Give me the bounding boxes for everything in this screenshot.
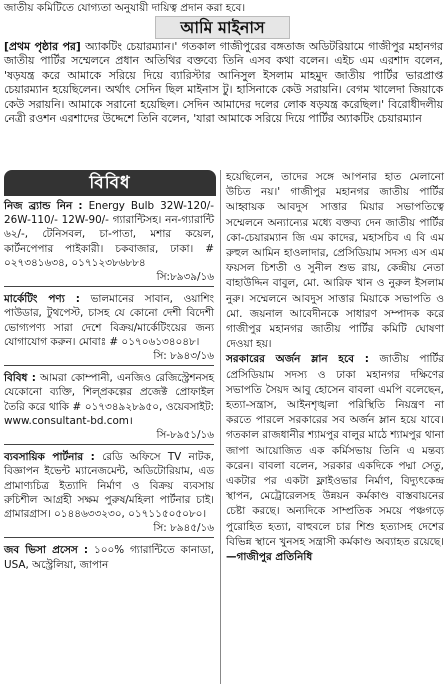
- ad-title: ব্যবসায়িক পার্টনার :: [4, 451, 95, 464]
- subsection-text: জাতীয় পার্টির প্রেসিডিয়াম সদস্য ও ঢাকা মহানগর দক্ষিণের সভাপতি সৈয়দ আবু হোসেন বাবলা এমপি বলেছেন, হত্যা-সন্ত্রাস, আইনশৃঙ্খলা পরিস্থিতি নিয়ন্ত্রণ না করতে পারলে সরকারের সব অর্জন ম্লান হয়ে যাবে। গতকাল রাজধানীর শ্যামপুর বালুর মাঠে শ্যামপুর থানা জাপা আয়োজিত এক কর্মিসভায় তিনি এ মন্তব্য করেন। বাবলা বলেন, সরকার একদিকে পদ্মা সেতু, একটার পর একটা ফ্লাইওভার নির্মাণ, বিদ্যুৎকেন্দ্র স্থাপন, মেট্রোরেলসহ উন্নয়ন কর্মকাণ্ড বাস্তবায়নের চেষ্টা করছে। অন্যদিকে সাম্প্রতিক সময়ে পঞ্চগড়ে পুরোহিত হত্যা, বাহুবলে চার শিশু হত্যাসহ দেশের বিভিন্ন স্থানে খুনসহ সন্ত্রাসী কর্মকাণ্ড অব্যাহত রয়েছে।: [226, 353, 445, 548]
- ad-body: ১০০% গ্যারান্টিতে কানাডা, USA, অস্ট্রেলিয়া, জাপান: [4, 544, 214, 571]
- article-paragraph: [226, 352, 444, 565]
- byline: —গাজীপুর প্রতিনিধি: [226, 551, 313, 564]
- ad-body: রেডি অফিসে TV নাটক, বিজ্ঞাপন ইভেন্ট ম্যানেজমেন্ট, অডিটোরিয়াম, এড প্রামাণ্যচিত্র ইত্যাদি নির্মাণ ও বিক্রয় ব্যবসায় রুচিশীল আগ্রহী সক্ষম পুরুষ/মহিলা পার্টনার চাই। গ্রামারগ্রাস। ০১৪৪৬৩৩২৩০, ০১৭১১৫০৫০৮০।: [4, 451, 214, 521]
- classified-list: [0, 199, 220, 572]
- classified-ad: [4, 199, 214, 287]
- article-subheading: সরকারের অর্জন ম্লান হবে :: [226, 353, 369, 366]
- classified-column: [0, 170, 220, 684]
- ad-title: বিবিধ :: [4, 372, 36, 385]
- previous-article-tail: জাতীয় কমিটিতে যোগ্যতা অনুযায়ী দায়িত্ব প্রদান করা হবে।: [4, 2, 246, 14]
- ad-title: নিজ ব্র্যান্ড নিন :: [4, 200, 83, 212]
- ad-reference: সি: ৮৯৪৫/১৬: [153, 522, 214, 535]
- article-paragraph: হয়েছিলেন, তাদের সঙ্গে আপনার হাত মেলানো উচিত নয়।' গাজীপুর মহানগর জাতীয় পার্টির আহ্বায়ক আবদুস সাত্তার মিয়ার সভাপতিত্বে সম্মেলনে অন্যান্যের মধ্যে বক্তব্য দেন জাতীয় পার্টির কো-চেয়ারম্যান জি এম কাদের, মহাসচিব এ বি এম রুহুল আমিন হাওলাদার, প্রেসিডিয়াম সদস্য এস এম ফয়সল চিশতী ও সুনীল শুভ রায়, কেন্দ্রীয় নেতা বাহাউদ্দিন বাবুল, মো. আরিফ খান ও নুরুল ইসলাম নুরু। সম্মেলনে আবদুস সাত্তার মিয়াকে সভাপতি ও মো. জয়নাল আবেদীনকে সাধারণ সম্পাদক করে গাজীপুর মহানগর জাতীয় পার্টির কমিটি ঘোষণা দেওয়া হয়।: [226, 171, 444, 351]
- ad-title: মার্কেটিং পণ্য :: [4, 293, 80, 306]
- classified-ad: [4, 543, 214, 571]
- ad-reference: সি-৮৯৫১/১৬: [156, 429, 214, 442]
- ad-divider: [4, 444, 214, 445]
- ad-reference: সি: ৮৯৪৩/১৬: [153, 350, 214, 363]
- ad-body: আমরা কোম্পানী, এনজিও রেজিস্ট্রেশনসহ যেকোনো ব্যক্তি, শিল্প্রকল্পের প্রজেক্ট প্রোফাইল তৈরি করে থাকি # ০১৭৩৪৯২৮৯৫০, ওয়েবসাইট: www.consultant-bd.com।: [4, 372, 215, 427]
- classified-section-header: বিবিধ: [4, 170, 216, 196]
- ad-divider: [4, 286, 214, 287]
- article-continuation-column: [220, 170, 447, 684]
- classified-ad: [4, 292, 214, 366]
- article-lead: [0, 40, 447, 170]
- ad-divider: [4, 537, 214, 538]
- classified-ad: [4, 371, 214, 445]
- ad-title: জব ভিসা প্রসেস :: [4, 544, 89, 557]
- ad-body: Energy Bulb 32W-120/- 26W-110/- 12W-90/- গ্যারান্টিসহ। নন-গ্যারান্টি ৬২/-, টেনিসবল, চা-পাতা, মশার কয়েল, কার্টনপেপার পাইকারী। চকবাজার, ঢাকা। # ০২৭৩৪১৬৩৪, ০১৭১২৩৮৬৮৮৪: [4, 200, 214, 269]
- classified-ad: [4, 450, 214, 538]
- continuation-marker: [প্রথম পৃষ্ঠার পর]: [4, 40, 81, 53]
- ad-divider: [4, 365, 214, 366]
- ad-reference: সি:৮৯৩৯/১৬: [156, 271, 214, 284]
- lead-text: অ্যাকটিং চেয়ারম্যান।' গতকাল গাজীপুরের বঙ্গতাজ অডিটরিয়ামে গাজীপুর মহানগর জাতীয় পার্টির সম্মেলনে প্রধান অতিথির বক্তব্যে তিনি এসব কথা বলেন। এইচ এম এরশাদ বলেন, 'ষড়যন্ত্র করে আমাকে সরিয়ে দিয়ে ব্যারিস্টার আনিসুল ইসলাম মাহমুদ জাতীয় পার্টির ভারপ্রাপ্ত চেয়ারম্যান হয়েছিলেন। অর্থাৎ সেদিন ছিল মাইনাস টু। হাসিনাকে কেউ সরায়নি। বেগম খালেদা জিয়াকে কেউ সরায়নি। আমাকে সরানো হয়েছিল। সেদিন আমাদের দলের লোক ষড়যন্ত্র করেছিল।' বিরোধীদলীয় নেত্রী রওশন এরশাদের উদ্দেশে তিনি বলেন, 'যারা আমাকে সরিয়ে দিয়ে পার্টির অ্যাকটিং চেয়ারম্যান: [4, 40, 443, 126]
- ad-body: ভালমানের সাবান, ওয়াশিং পাউডার, টুথপেস্ট, চাসহ যে কোনো দেশী বিদেশী ভোগ্যপণ্য সারা দেশে বিক্রয়/মার্কেটিংয়ের জন্য যোগাযোগ করুন। মোবাঃ # ০১৭০৬১৩৪০৪৮।: [4, 293, 214, 348]
- article-headline: আমি মাইনাস: [155, 16, 290, 39]
